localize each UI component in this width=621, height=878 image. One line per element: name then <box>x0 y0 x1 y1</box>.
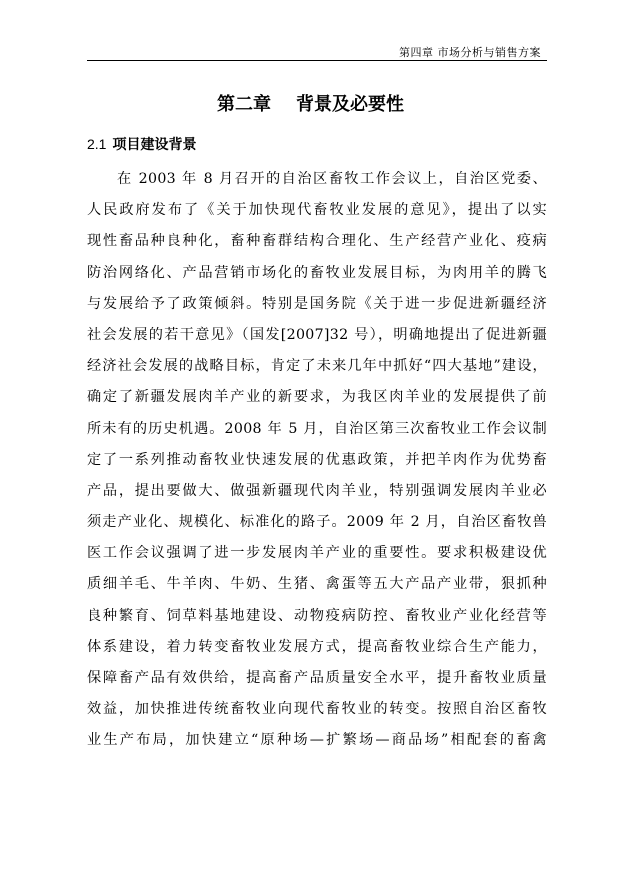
paragraph-line: 保障畜产品有效供给，提高畜产品质量安全水平，提升畜牧业质量 <box>87 670 547 686</box>
paragraph-line: 防治网络化、产品营销市场化的畜牧业发展目标，为肉用羊的腾飞 <box>87 264 547 281</box>
paragraph-line: 确定了新疆发展肉羊产业的新要求，为我区肉羊业的发展提供了前 <box>87 389 547 406</box>
paragraph-line: 经济社会发展的战略目标，肯定了未来几年中抓好“四大基地”建设， <box>87 358 547 375</box>
paragraph-line: 产品，提出要做大、做强新疆现代肉羊业，特别强调发展肉羊业必 <box>87 482 547 499</box>
paragraph-line: 质细羊毛、牛羊肉、牛奶、生猪、禽蛋等五大产品产业带，狠抓种 <box>87 576 547 593</box>
paragraph-line: 在 2003 年 8 月召开的自治区畜牧工作会议上，自治区党委、 <box>117 171 547 187</box>
paragraph-line: 现性畜品种良种化，畜种畜群结构合理化、生产经营产业化、疫病 <box>87 233 547 250</box>
paragraph-line: 人民政府发布了《关于加快现代畜牧业发展的意见》，提出了以实 <box>87 202 547 219</box>
paragraph-line: 体系建设，着力转变畜牧业发展方式，提高畜牧业综合生产能力， <box>87 638 547 655</box>
running-header: 第四章 市场分析与销售方案 <box>399 46 541 59</box>
paragraph-line: 效益，加快推进传统畜牧业向现代畜牧业的转变。按照自治区畜牧 <box>87 701 547 718</box>
paragraph-line: 良种繁育、饲草料基地建设、动物疫病防控、畜牧业产业化经营等 <box>87 607 547 624</box>
paragraph-line: 与发展给予了政策倾斜。特别是国务院《关于进一步促进新疆经济 <box>87 295 547 312</box>
paragraph-line: 所未有的历史机遇。2008 年 5 月，自治区第三次畜牧业工作会议制 <box>87 420 547 437</box>
paragraph-line: 须走产业化、规模化、标准化的路子。2009 年 2 月，自治区畜牧兽 <box>87 514 547 531</box>
header-rule <box>87 60 547 61</box>
section-title: 项目建设背景 <box>112 137 197 153</box>
paragraph-line: 定了一系列推动畜牧业快速发展的优惠政策，并把羊肉作为优势畜 <box>87 451 547 468</box>
body-paragraph <box>87 164 547 757</box>
section-number: 2.1 <box>87 136 107 152</box>
chapter-title: 第二章 背景及必要性 <box>216 94 405 115</box>
paragraph-line: 医工作会议强调了进一步发展肉羊产业的重要性。要求积极建设优 <box>87 545 547 562</box>
paragraph-line: 业生产布局，加快建立“原种场—扩繁场—商品场”相配套的畜禽 <box>87 732 547 749</box>
paragraph-line: 社会发展的若干意见》（国发[2007]32 号），明确地提出了促进新疆 <box>87 326 547 343</box>
section-heading <box>87 134 196 154</box>
